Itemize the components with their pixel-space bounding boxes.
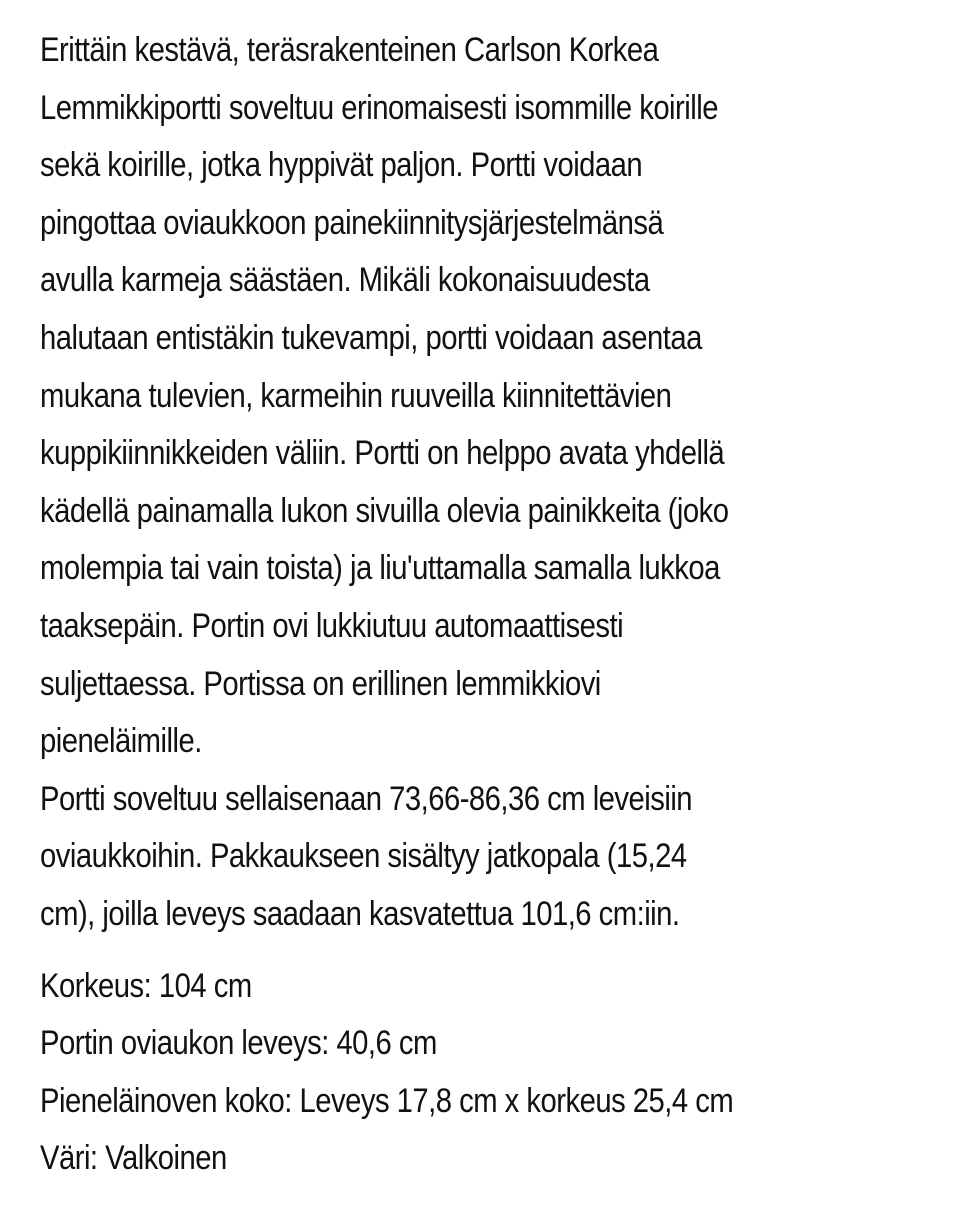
text-line: cm), joilla leveys saadaan kasvatettua 101,6 cm:iin. [40,894,680,933]
text-line: kuppikiinnikkeiden väliin. Portti on helppo avata yhdellä [40,434,725,473]
product-description [40,22,940,1188]
text-line: taaksepäin. Portin ovi lukkiutuu automaattisesti [40,606,624,645]
text-line: pieneläimille. [40,722,202,761]
text-line: avulla karmeja säästäen. Mikäli kokonaisuudesta [40,261,650,300]
text-line: halutaan entistäkin tukevampi, portti voidaan asentaa [40,318,702,357]
spec-list [40,958,940,1188]
text-line: suljettaessa. Portissa on erillinen lemmikkiovi [40,664,601,703]
spec-door-width: Portin oviaukon leveys: 40,6 cm [40,1024,437,1063]
text-line: kädellä painamalla lukon sivuilla olevia painikkeita (joko [40,491,729,530]
text-line: Portti soveltuu sellaisenaan 73,66-86,36 cm leveisiin [40,779,693,818]
description-paragraph-1 [40,22,940,771]
spec-height: Korkeus: 104 cm [40,966,252,1005]
text-line: Lemmikkiportti soveltuu erinomaisesti isommille koirille [40,88,718,127]
spec-color: Väri: Valkoinen [40,1139,227,1178]
spec-pet-door-size: Pieneläinoven koko: Leveys 17,8 cm x korkeus 25,4 cm [40,1081,734,1120]
text-line: sekä koirille, jotka hyppivät paljon. Portti voidaan [40,146,643,185]
text-line: molempia tai vain toista) ja liu'uttamalla samalla lukkoa [40,549,720,588]
text-line: mukana tulevien, karmeihin ruuveilla kiinnitettävien [40,376,672,415]
text-line: pingottaa oviaukkoon painekiinnitysjärjestelmänsä [40,203,664,242]
text-line: oviaukkoihin. Pakkaukseen sisältyy jatkopala (15,24 [40,837,687,876]
text-line: Erittäin kestävä, teräsrakenteinen Carlson Korkea [40,31,659,69]
description-paragraph-2 [40,771,940,944]
